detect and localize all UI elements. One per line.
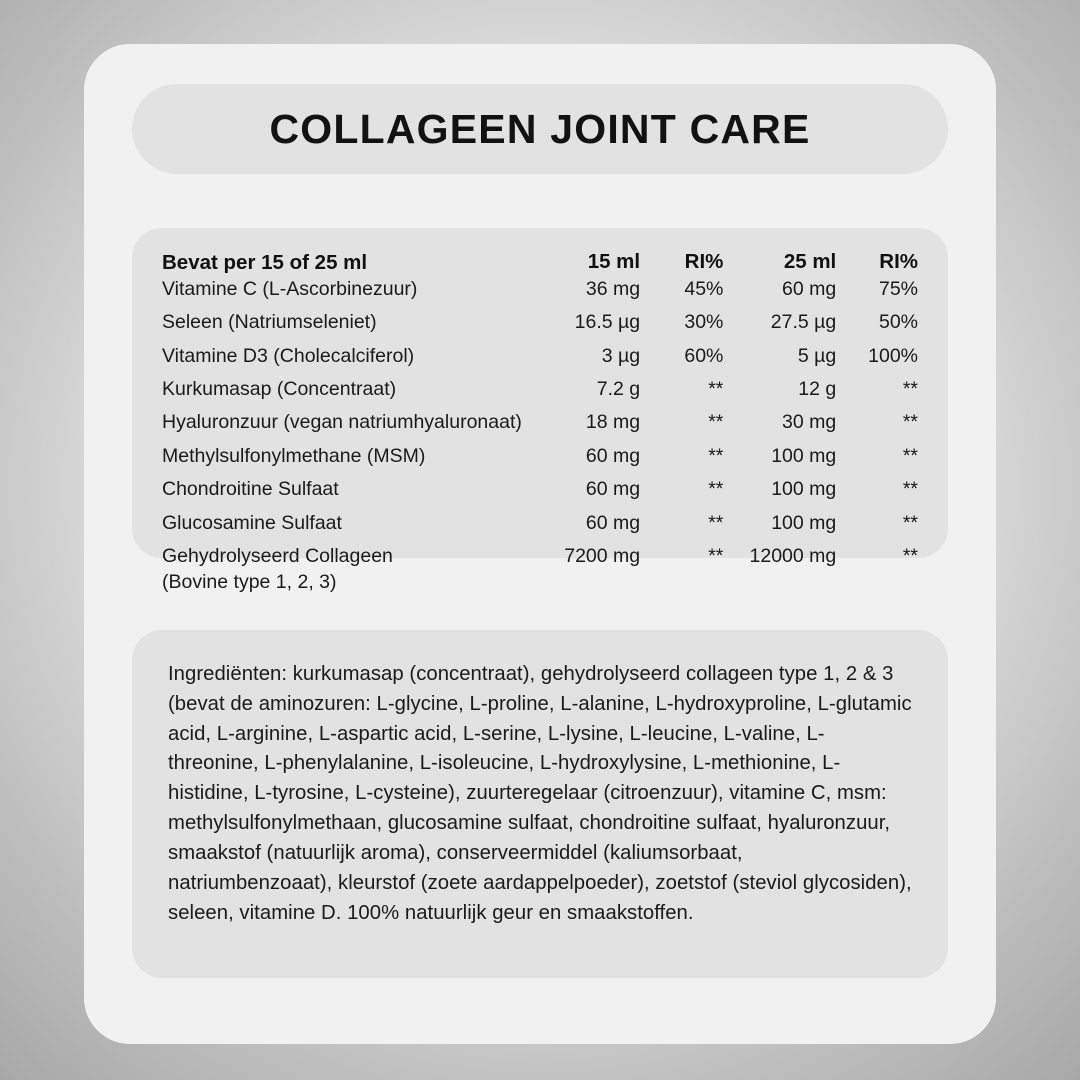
nutrient-dose2: 30 mg bbox=[782, 411, 837, 434]
nutrition-table-body bbox=[162, 277, 918, 595]
nutrient-dose1: 7200 mg bbox=[564, 545, 641, 568]
nutrient-ri1: ** bbox=[708, 545, 724, 568]
nutrient-ri2: ** bbox=[902, 378, 918, 400]
product-title-banner bbox=[132, 84, 948, 174]
nutrition-table bbox=[162, 250, 918, 595]
nutrient-name: Chondroitine Sulfaat bbox=[162, 478, 339, 501]
nutrient-ri1: 30% bbox=[684, 311, 724, 334]
nutrient-name: Vitamine D3 (Cholecalciferol) bbox=[162, 344, 415, 367]
nutrient-name: Glucosamine Sulfaat bbox=[162, 511, 342, 534]
table-row bbox=[162, 344, 918, 377]
nutrient-ri1: 60% bbox=[684, 344, 724, 367]
nutrient-dose2: 60 mg bbox=[782, 277, 837, 300]
nutrient-dose1: 60 mg bbox=[585, 511, 641, 534]
table-row bbox=[162, 544, 918, 595]
nutrient-dose1: 60 mg bbox=[585, 444, 641, 467]
nutrient-name-detail: (Bovine type 1, 2, 3) bbox=[162, 570, 337, 593]
nutrient-ri1: ** bbox=[708, 511, 724, 534]
table-row bbox=[162, 277, 918, 310]
column-header-dose1: 15 ml bbox=[587, 250, 641, 273]
column-header-dose2: 25 ml bbox=[783, 250, 837, 273]
nutrient-ri2: 50% bbox=[878, 311, 918, 334]
nutrient-ri2: ** bbox=[902, 545, 918, 568]
nutrient-name: Gehydrolyseerd Collageen bbox=[162, 545, 393, 568]
nutrient-dose1: 3 µg bbox=[601, 344, 641, 367]
nutrient-ri1: ** bbox=[708, 411, 724, 434]
nutrition-table-header bbox=[162, 250, 918, 277]
nutrient-ri1: ** bbox=[708, 478, 724, 501]
table-row bbox=[162, 511, 918, 544]
nutrient-dose2: 100 mg bbox=[771, 511, 837, 534]
table-row bbox=[162, 477, 918, 510]
nutrient-ri2: ** bbox=[902, 511, 918, 534]
nutrient-dose2: 27.5 µg bbox=[770, 311, 837, 334]
table-row bbox=[162, 410, 918, 443]
column-header-ri1: RI% bbox=[684, 250, 724, 273]
nutrient-ri2: ** bbox=[902, 478, 918, 501]
nutrient-ri1: ** bbox=[708, 378, 724, 400]
nutrient-dose2: 100 mg bbox=[771, 478, 837, 501]
nutrient-dose1: 18 mg bbox=[585, 411, 641, 434]
ingredients-text: Ingrediënten: kurkumasap (concentraat), gehydrolyseerd collageen type 1, 2 & 3 (bevat de aminozuren: L-glycine, L-proline, L-alanine, L-hydroxyproline, L-glutamic acid, L-arginine, L-aspartic acid, L-serine, L-lysine, L-leucine, L-valine, L-threonine, L-phenylalanine, L-isoleucine, L-hydroxylysine, L-methionine, L-histidine, L-tyrosine, L-cysteine), zuurteregelaar (citroenzuur), vitamine C, msm: methylsulfonylmethaan, glucosamine sulfaat, chondroitine sulfaat, hyaluronzuur, smaakstof (natuurlijk aroma), conserveermiddel (kaliumsorbaat, natriumbenzoaat), kleurstof (zoete aardappelpoeder), zoetstof (steviol glycosiden), seleen, vitamine D. 100% natuurlijk geur en smaakstoffen. bbox=[168, 663, 912, 924]
nutrient-dose1: 60 mg bbox=[585, 478, 641, 501]
nutrient-dose1: 16.5 µg bbox=[574, 311, 641, 334]
nutrient-dose2: 5 µg bbox=[797, 344, 837, 367]
nutrient-name: Methylsulfonylmethane (MSM) bbox=[162, 444, 426, 467]
nutrient-dose2: 12000 mg bbox=[749, 545, 837, 568]
column-header-ri2: RI% bbox=[879, 250, 918, 273]
table-header-row bbox=[162, 250, 918, 277]
nutrient-name: Hyaluronzuur (vegan natriumhyaluronaat) bbox=[162, 411, 522, 434]
table-row bbox=[162, 444, 918, 477]
nutrient-dose2: 100 mg bbox=[771, 444, 837, 467]
nutrient-dose1: 36 mg bbox=[585, 277, 641, 300]
table-row bbox=[162, 377, 918, 410]
ingredients-panel bbox=[132, 630, 948, 978]
nutrient-dose1: 7.2 g bbox=[596, 378, 641, 400]
nutrient-ri1: 45% bbox=[684, 277, 724, 300]
nutrient-ri2: 75% bbox=[878, 277, 918, 300]
table-row bbox=[162, 310, 918, 343]
nutrient-dose2: 12 g bbox=[798, 378, 837, 400]
nutrient-name-multiline bbox=[162, 544, 529, 595]
nutrient-ri2: 100% bbox=[868, 344, 918, 367]
nutrient-ri2: ** bbox=[902, 411, 918, 434]
nutrient-name: Vitamine C (L-Ascorbinezuur) bbox=[162, 277, 418, 300]
nutrient-ri1: ** bbox=[708, 444, 724, 467]
column-header-name: Bevat per 15 of 25 ml bbox=[162, 251, 368, 274]
page-title: COLLAGEEN JOINT CARE bbox=[269, 105, 811, 152]
nutrient-name: Kurkumasap (Concentraat) bbox=[162, 378, 397, 400]
nutrient-name: Seleen (Natriumseleniet) bbox=[162, 311, 377, 334]
nutrient-ri2: ** bbox=[902, 444, 918, 467]
nutrition-panel bbox=[132, 228, 948, 593]
